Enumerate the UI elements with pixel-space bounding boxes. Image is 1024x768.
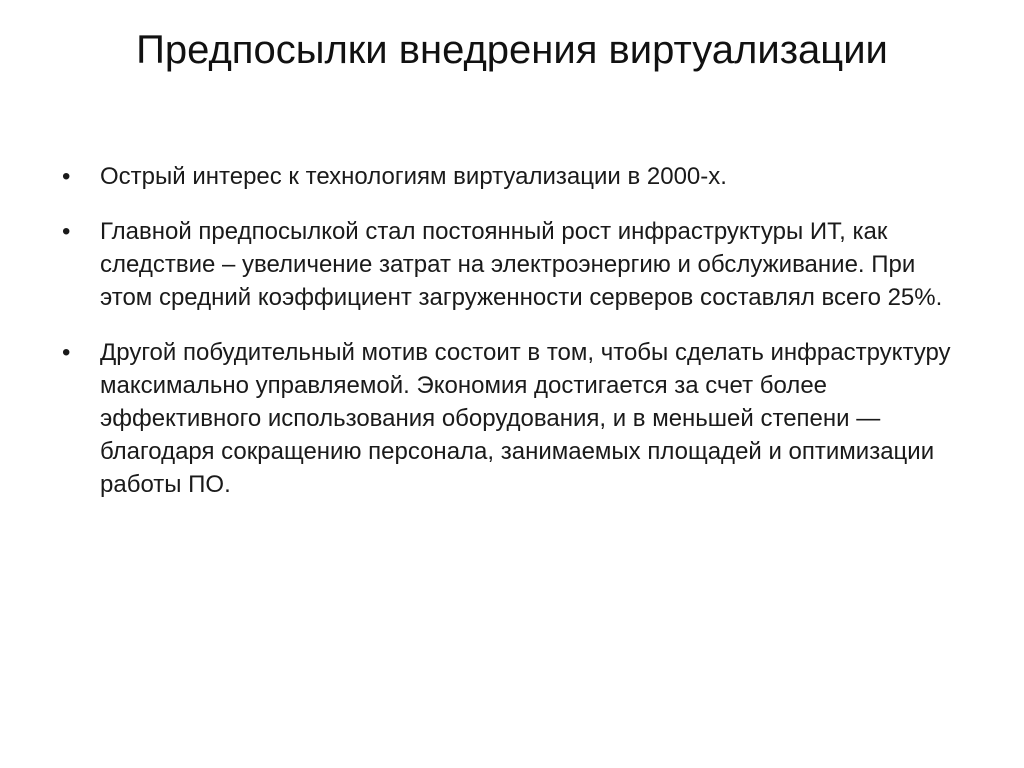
- bullet-marker: •: [62, 218, 71, 245]
- bullet-text: Острый интерес к технологиям виртуализации в 2000-х.: [100, 163, 727, 190]
- bullet-marker: •: [62, 163, 71, 190]
- slide-title: Предпосылки внедрения виртуализации: [136, 28, 888, 72]
- bullet-list: [60, 160, 960, 523]
- bullet-item: [60, 215, 960, 314]
- bullet-marker: •: [62, 339, 71, 366]
- bullet-text: Главной предпосылкой стал постоянный рост инфраструктуры ИТ, как следствие – увеличение затрат на электроэнергию и обслуживание. При этом средний коэффициент загруженности серверов составлял всего 25%.: [100, 218, 943, 311]
- bullet-item: [60, 160, 960, 193]
- bullet-item: [60, 336, 960, 501]
- bullet-text: Другой побудительный мотив состоит в том, чтобы сделать инфраструктуру максимально управляемой. Экономия достигается за счет более эффективного использования оборудования, и в меньшей степени — благодаря сокращению персонала, занимаемых площадей и оптимизации работы ПО.: [100, 339, 951, 498]
